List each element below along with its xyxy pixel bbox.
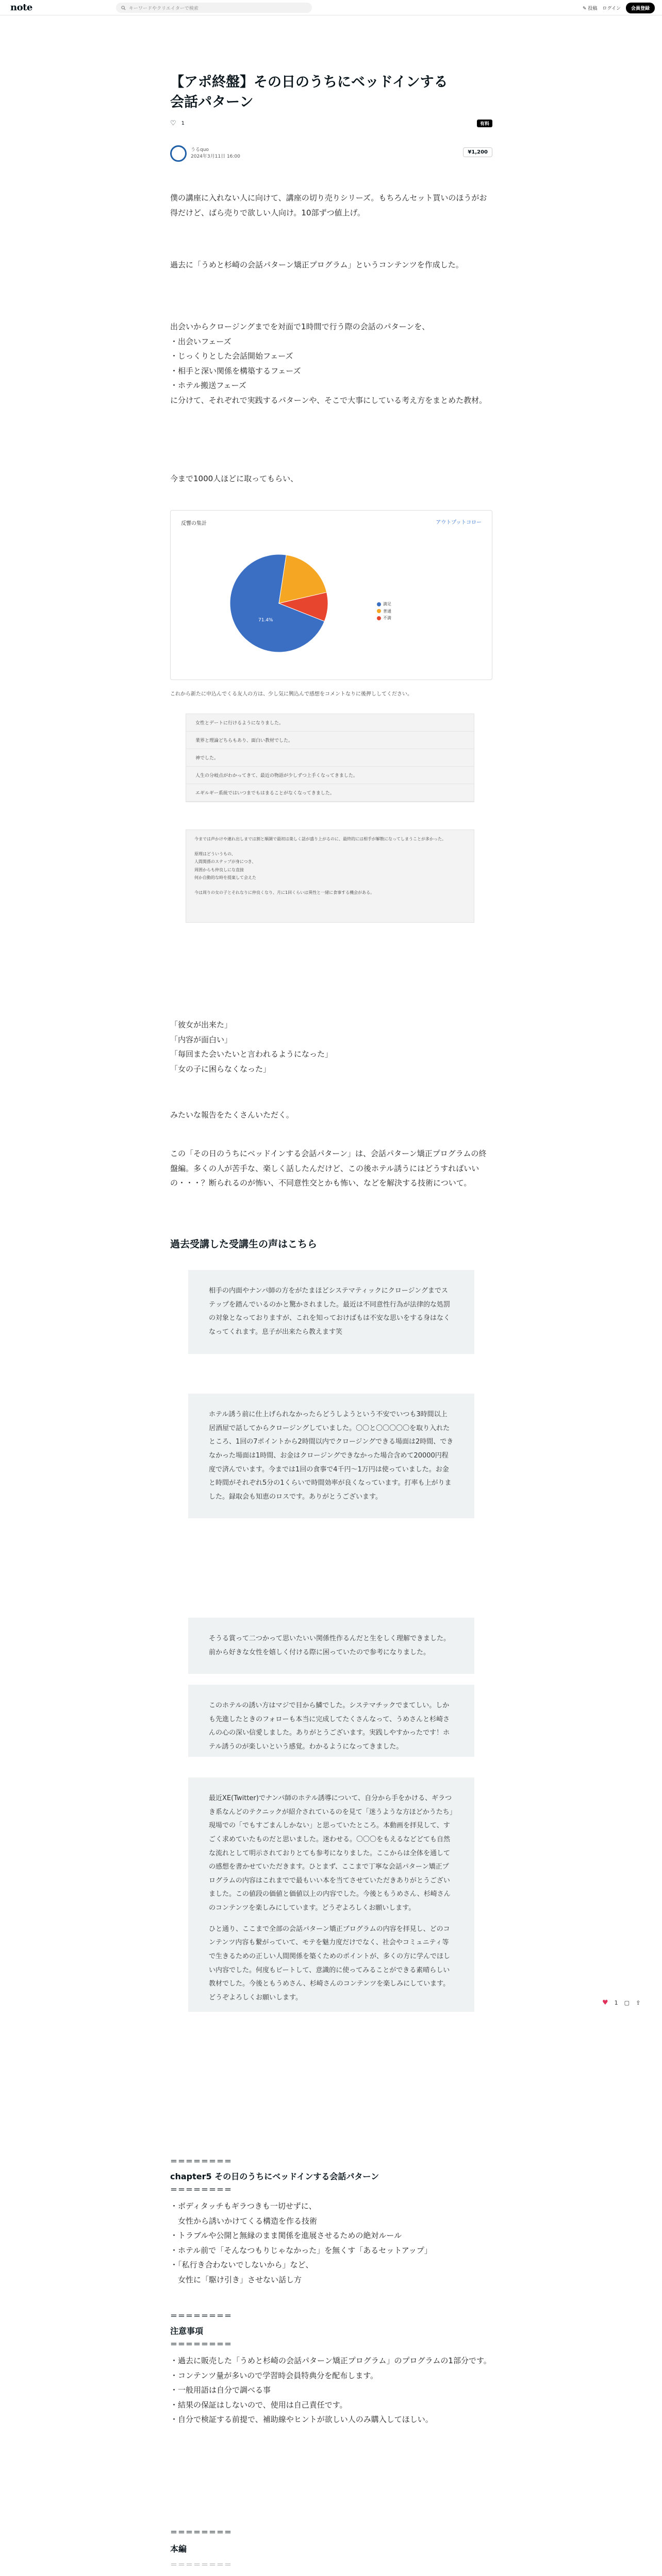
note-item: ・一般用語は自分で調べる事: [170, 2385, 271, 2395]
divider: ＝＝＝＝＝＝＝＝: [170, 2312, 232, 2320]
review-row: 人生の分岐点がわかってきて、最近の物語が少しずつ上手くなってきました。: [186, 767, 474, 784]
review-text: 人間関係のステップが身につき、: [194, 859, 256, 865]
body-2-text: この「その日のうちにベッドインする会話パターン」は、会話パターン矯正プログラムの終盤編。多くの人が苦手な、楽しく話したんだけど、この後ホテル誘うにはどうすればいいの・・・？断られるのが怖い、不同意性交とかも怖い、などを解決する技術について。: [170, 1149, 487, 1188]
price-button[interactable]: ¥1,200: [463, 147, 492, 157]
post-link[interactable]: [583, 5, 597, 11]
title-line-1: 【アポ終盤】その日のうちにベッドインする: [170, 74, 448, 90]
chart-caption-block: [170, 690, 492, 699]
review-text: 原理はどういうもの、: [194, 852, 236, 857]
voice-item: 「毎回また会いたいと言われるようになった」: [170, 1049, 333, 1059]
chapter-item: ・ホテル前で「そんなつもりじゃなかった」を無くす「あるセットアップ」: [170, 2245, 432, 2255]
intro-paragraph-3: 出会いからクロージングまでを対面で1時間で行う際の会話のパターンを、: [170, 322, 430, 331]
legend-item: [377, 615, 391, 622]
testimonial-quote: そうる賞って二つかって思いたいい関係性作るんだと生をしく理解できました。前から好きな女性を嬉しく付ける際に困っていたので参考になりました。: [188, 1618, 474, 1674]
legend-swatch: [377, 602, 381, 606]
paid-badge: 有料: [477, 120, 492, 127]
testimonial-text-extra: ひと通り、ここまで全部の会話パターン矯正プログラムの内容を拝見し、どのコンテンツ内容も繋がっていて、モテを魅力度だけでなく、社会やコミュニティ等で生きるための正しい人間関係を築くためのポイントが、多くの方に学んでほしい内容でした。何度もビートして、意識的に使ってみることができる素晴らしい教材でした。今後ともうめさん、杉崎さんのコンテンツを楽しみにしています。どうぞよろしくお願いします。: [209, 1925, 451, 2002]
voice-item: 「内容が面白い」: [170, 1035, 233, 1044]
review-text: 今は周りの女の子とそれなりに仲良くなり、月に1回くらいは異性と一緒に食事する機会がある。: [194, 890, 375, 895]
chapter-item: ・ボディタッチもギラつきも一切せずに、: [170, 2201, 317, 2211]
float-like-count: 1: [614, 1999, 618, 2006]
intro-paragraph-2: 過去に「うめと杉崎の会話パターン矯正プログラム」というコンテンツを作成した。: [170, 260, 464, 269]
chart-title: 反響の集計: [181, 521, 207, 527]
intro-paragraph-4: に分けて、それぞれで実践するパターンや、そこで大事にしている考え方をまとめた教材。: [170, 395, 487, 405]
survey-chart: [170, 510, 492, 680]
notes-title: 注意事項: [170, 2326, 204, 2336]
testimonial-quote: ホテル誘う前に仕上げられなかったらどうしようという不安でいつも3時間以上居酒屋で話してからクロージングしていました。〇〇と〇〇〇〇〇を取り入れたところ、1回の7ポイントから2時間以内でクロージングできる場面は2時間、できなかった場面は1時間、お金はクロージングできなかった場合含めて20000円程度で済んでいます。今までは1回の食事で4千円〜1万円は使っていました。お金と時間がそれぞれ5分の1くらいで時間効率が良くなっています。打率も上がりました。録取会も知恵のロスです。ありがとうございます。: [188, 1394, 474, 1518]
chapter-title: chapter5 その日のうちにベッドインする会話パターン: [170, 2172, 379, 2181]
testimonial-text: 最近XE(Twitter)でナンパ師のホテル誘導について、自分から手をかける、ギラつき系なんどのテクニックが紹介されているのを見て「迷うような方ほどかうたち」現場での「でもすごまんしかない」と思っていたところ。本動画を拝見して、すごく求めていたものだと思いました。迷わせる。〇〇〇をもえるなどどても自然な流れとして明示されておりとても参考になりました。ここからは全体を通しての感想を書かせていただきます。ひとまず、ここまで丁寧な会話パターン矯正プログラムの内容はこれまでで最もいい本を当てさせていただきありがとうございました。この値段の価値と価値以上の内容でした。今後ともうめさん、杉崎さんのコンテンツを楽しみにしています。どうぞよろしくお願いします。: [209, 1794, 453, 1912]
note-logo[interactable]: note: [10, 2, 32, 13]
intro-section-3: [170, 319, 492, 408]
legend-label: 満足: [383, 602, 391, 606]
review-row: エギルギー系統ではいつまでもはまることがなくなってきました。: [186, 784, 474, 802]
search-input[interactable]: [116, 3, 312, 13]
like-count: 1: [181, 121, 185, 126]
review-text: 今までは声かけや連れ出しまでは割と順調で最初は楽しく話が盛り上がるのに、最終的には相手が解散になってしまうことが多かった。: [194, 837, 446, 841]
section-heading-voices: 過去受講した受講生の声はこちら: [170, 1239, 318, 1250]
testimonial-quote: 相手の内面やナンパ師の方をがたまほどシステマティックにクロージングまでステップを踏んでいるのかと驚かされました。最近は不同意性行為が法律的な処罰の対象となっておりますが、これを知っておけばもは不安な思いをする身はなくなってくれます。息子が出来たら教えます笑: [188, 1270, 474, 1354]
post-date: 2024年3月11日 16:00: [191, 154, 240, 159]
legend-swatch: [377, 616, 381, 620]
review-row: 業界と理論どちらもあり、面白い教材でした。: [186, 732, 474, 749]
intro-section-4: [170, 471, 492, 486]
pencil-icon: ✎: [582, 6, 587, 11]
body-2: [170, 1146, 492, 1191]
float-comment-icon[interactable]: ▢: [624, 1999, 630, 2006]
legend-item: [377, 608, 391, 615]
chapter-list: [170, 2199, 492, 2287]
search-placeholder: キーワードやクリエイターで検索: [129, 6, 198, 11]
divider-faded: ＝＝＝＝＝＝＝＝: [170, 2561, 232, 2569]
chapter-item: 女性から誘いかけてくる構造を作る技術: [170, 2216, 318, 2226]
intro-paragraph-5: 今まで1000人ほどに取ってもらい、: [170, 474, 299, 483]
chart-legend: [377, 601, 391, 622]
divider: ＝＝＝＝＝＝＝＝: [170, 2341, 232, 2349]
note-item: ・過去に販売した「うめと杉崎の会話パターン矯正プログラム」のプログラムの1部分です。: [170, 2356, 491, 2365]
voices-after-text: みたいな報告をたくさんいただく。: [170, 1110, 294, 1120]
float-share-icon[interactable]: ⇪: [636, 1999, 641, 2006]
testimonial-quote: このホテルの誘い方はマジで目から鱗でした。システマチックでまてしい。しかも先進したときのフォローも本当に完成してたくさんなって、うめさんと杉崎さんの心の深い信愛しました。ありがとうございます。実践しやすかったです！ホテル誘うのが楽しいという感覚。わかるようになってきました。: [188, 1685, 474, 1757]
bullet-1: ・出会いフェーズ: [170, 336, 231, 346]
review-text: 周囲からも仲良しにな直接: [194, 867, 244, 872]
top-header: [0, 0, 662, 15]
note-item: ・結果の保証はしないので、使用は自己責任です。: [170, 2400, 347, 2410]
chart-source[interactable]: アウトプットコロー: [436, 520, 482, 526]
like-heart-icon[interactable]: ♡: [170, 120, 176, 127]
review-text: 何か自動的な時を提案して会えた: [194, 875, 256, 880]
review-screenshot-a: [186, 714, 474, 802]
article-title: [170, 72, 492, 112]
floating-actions: [602, 1999, 640, 2007]
chart-caption: これから新たに申込んでくる友人の方は、少し気に興込んで感想をコメントなりに後押ししてください。: [170, 691, 412, 697]
divider: ＝＝＝＝＝＝＝＝: [170, 2186, 232, 2194]
float-heart-icon[interactable]: ♥: [602, 1999, 608, 2007]
voices-list: [170, 1018, 492, 1076]
review-row: 女性とデートに行けるようになりました。: [186, 714, 474, 732]
bullet-4: ・ホテル搬送フェーズ: [170, 381, 246, 390]
pie-slice-label: 71.4%: [258, 618, 273, 623]
note-item: ・コンテンツ量が多いので学習時会員特典分を配布します。: [170, 2370, 378, 2380]
legend-label: 普通: [383, 608, 391, 614]
post-label: 投稿: [588, 6, 598, 11]
intro-section: [170, 191, 492, 220]
title-actions: [170, 120, 492, 127]
review-screenshot-b: [186, 829, 474, 923]
author-row: [170, 144, 492, 163]
search-icon: [121, 6, 126, 10]
legend-swatch: [377, 609, 381, 613]
legend-item: [377, 601, 391, 608]
main-heading: 本編: [170, 2544, 187, 2554]
voice-item: 「女の子に困らなくなった」: [170, 1064, 271, 1074]
author-name[interactable]: うるquo: [191, 147, 209, 152]
divider: ＝＝＝＝＝＝＝＝: [170, 2529, 232, 2537]
chapter-item: ・トラブルや公開と無縁のまま関係を進展させるための絶対ルール: [170, 2231, 402, 2240]
note-item: ・自分で検証する前提で、補助線やヒントが欲しい人のみ購入してほしい。: [170, 2415, 433, 2424]
author-avatar[interactable]: [170, 145, 187, 162]
notes-list: [170, 2353, 492, 2427]
review-row: 神でした。: [186, 749, 474, 767]
chapter-item: ・「私行き合わないでしないから」など、: [170, 2260, 313, 2269]
legend-label: 不満: [383, 616, 391, 621]
chapter-item: 女性に「駆け引き」させない話し方: [170, 2275, 302, 2284]
divider: ＝＝＝＝＝＝＝＝: [170, 2158, 232, 2166]
voice-item: 「彼女が出来た」: [170, 1020, 233, 1029]
voices-after: [170, 1108, 492, 1123]
title-line-2: 会話パターン: [170, 94, 254, 111]
signup-button[interactable]: 会員登録: [626, 3, 655, 13]
login-link[interactable]: ログイン: [602, 6, 621, 11]
intro-paragraph-1: 僕の講座に入れない人に向けて、講座の切り売りシリーズ。もちろんセット買いのほうがお得だけど、ばら売りで欲しい人向け。10部ずつ値上げ。: [170, 193, 487, 217]
bullet-3: ・相手と深い関係を構築するフェーズ: [170, 366, 301, 376]
testimonial-quote-long: [188, 1777, 474, 2012]
intro-section-2: [170, 258, 492, 273]
pie-chart-svg: [171, 511, 493, 681]
bullet-2: ・じっくりとした会話開始フェーズ: [170, 351, 293, 361]
